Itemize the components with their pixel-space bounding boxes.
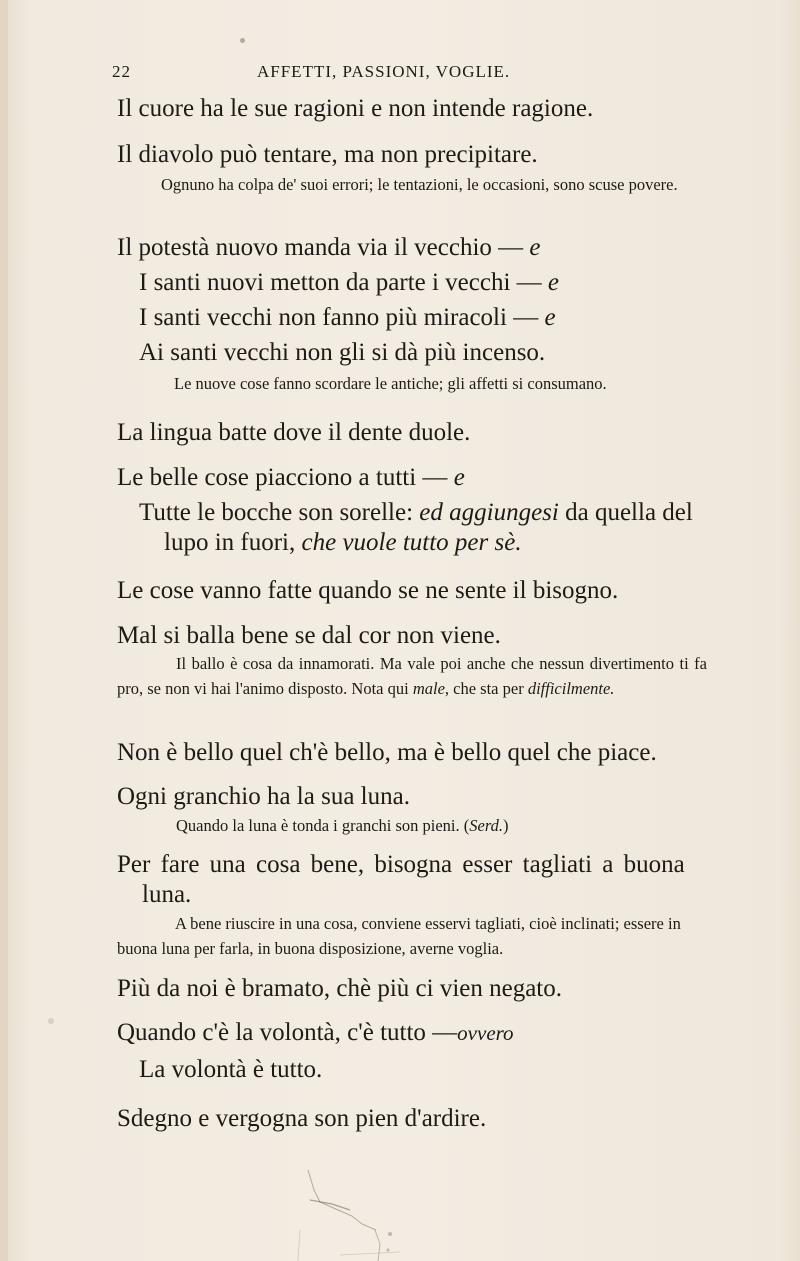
commentary-note: Il ballo è cosa da innamorati. Ma vale poi anche che nessun divertimento ti fa pro, se non vi hai l'animo disposto. Nota qui male, che sta per difficilmente.	[117, 654, 707, 698]
proverb-line: Sdegno e vergogna son pien d'ardire.	[117, 1105, 487, 1132]
proverb-line: La volontà è tutto.	[139, 1056, 323, 1083]
proverb-line: Mal si balla bene se dal cor non viene.	[117, 622, 501, 649]
ink-dot	[240, 38, 245, 43]
proverb-line: Ai santi vecchi non gli si dà più incenso.	[139, 339, 546, 366]
commentary-note: Ognuno ha colpa de' suoi errori; le tentazioni, le occasioni, sono scuse povere.	[161, 175, 678, 194]
commentary-note: A bene riuscire in una cosa, conviene esservi tagliati, cioè inclinati; essere in buona luna per farla, in buona disposizione, averne voglia.	[117, 914, 681, 958]
commentary-note: Le nuove cose fanno scordare le antiche; gli affetti si consumano.	[174, 374, 607, 393]
page-number: 22	[112, 62, 131, 81]
proverb-line: Il cuore ha le sue ragioni e non intende ragione.	[117, 95, 594, 122]
proverb-line: Non è bello quel ch'è bello, ma è bello quel che piace.	[117, 739, 657, 766]
commentary-note: Quando la luna è tonda i granchi son pieni. (Serd.)	[176, 816, 509, 835]
proverb-line: Ogni granchio ha la sua luna.	[117, 783, 410, 810]
proverb-paragraph: Per fare una cosa bene, bisogna esser tagliati a buona luna.	[117, 851, 685, 908]
proverb-paragraph: Tutte le bocche son sorelle: ed aggiungesi da quella del lupo in fuori, che vuole tutto per sè.	[139, 499, 693, 556]
proverb-line: Le belle cose piacciono a tutti — e	[117, 464, 465, 491]
proverb-line: Più da noi è bramato, chè più ci vien negato.	[117, 975, 563, 1002]
ink-sketch-mark	[280, 1160, 420, 1261]
proverb-line: Il diavolo può tentare, ma non precipitare.	[117, 141, 538, 168]
proverb-line: I santi vecchi non fanno più miracoli — e	[139, 304, 556, 331]
page-edge	[0, 0, 8, 1261]
proverb-line: I santi nuovi metton da parte i vecchi — e	[139, 269, 560, 296]
proverb-line: Le cose vanno fatte quando se ne sente il bisogno.	[117, 577, 619, 604]
proverb-line: Quando c'è la volontà, c'è tutto —ovvero	[117, 1019, 514, 1046]
page-stain	[48, 1018, 54, 1024]
proverb-line: Il potestà nuovo manda via il vecchio — e	[117, 234, 541, 261]
proverb-line: La lingua batte dove il dente duole.	[117, 419, 471, 446]
running-title: AFFETTI, PASSIONI, VOGLIE.	[257, 62, 511, 81]
